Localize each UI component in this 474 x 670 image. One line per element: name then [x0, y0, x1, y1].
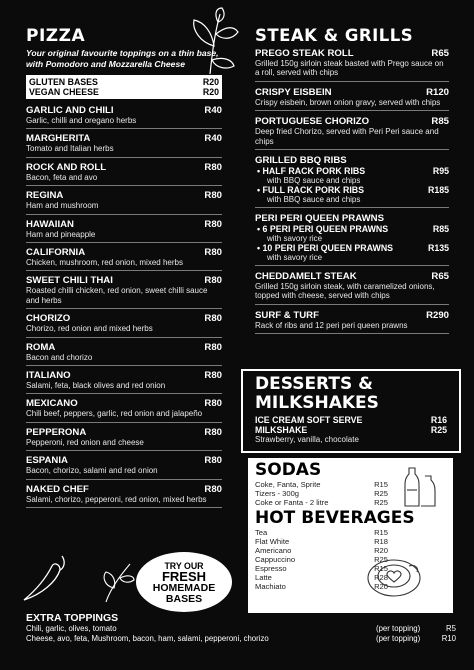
drink-name: Coke or Fanta - 2 litre [255, 498, 329, 507]
item-price: R80 [204, 190, 222, 202]
item-description: Bacon, chorizo, salami and red onion [26, 466, 158, 476]
steak-item [255, 271, 449, 305]
item-name: REGINA [26, 190, 64, 202]
homemade-bases-badge [136, 552, 232, 612]
desserts-title: MILKSHAKES [255, 393, 379, 413]
sub-item-price: R185 [427, 185, 449, 196]
item-description: Tomato and Italian herbs [26, 144, 114, 154]
pizza-title: PIZZA [26, 26, 86, 46]
drink-price: R28 [374, 573, 388, 582]
sub-item-description: with savory rice [267, 253, 323, 263]
item-price: R80 [204, 341, 222, 353]
item-price: R120 [426, 86, 449, 98]
dessert-list [255, 415, 447, 444]
pizza-item [26, 398, 222, 422]
sub-item-description: with savory rice [267, 234, 323, 244]
group-name: GRILLED BBQ RIBS [255, 155, 347, 167]
item-divider [255, 149, 449, 150]
item-name: MILKSHAKE [255, 425, 308, 435]
drink-name: Machiato [255, 582, 286, 591]
pizza-item [26, 275, 222, 309]
item-header [26, 162, 222, 173]
item-name: SWEET CHILI THAI [26, 275, 113, 287]
item-description: Rack of ribs and 12 peri peri queen prawns [255, 320, 408, 330]
extra-topping-row [26, 624, 456, 634]
drink-price: R20 [374, 582, 388, 591]
item-price: R16 [430, 415, 447, 425]
drink-row [255, 528, 446, 537]
pizza-intro: Your original favourite toppings on a thin base, with Pomodoro and Mozzarella Cheese [26, 48, 219, 69]
item-price: R80 [204, 275, 222, 287]
item-price: R80 [204, 161, 222, 173]
item-name: HAWAIIAN [26, 218, 74, 230]
drink-price: R15 [374, 480, 388, 489]
item-divider [26, 507, 222, 508]
drink-name: Flat White [255, 537, 290, 546]
item-description: Deep fried Chorizo, served with Peri Peri sauce and chips [255, 127, 439, 146]
item-description: Pepperoni, red onion and cheese [26, 437, 144, 447]
item-name: CHEDDAMELT STEAK [255, 271, 357, 283]
extra-list [26, 624, 456, 644]
item-divider [26, 214, 222, 215]
item-divider [255, 110, 449, 111]
item-header [26, 190, 222, 201]
sub-item-header [255, 185, 449, 195]
item-header [255, 87, 449, 98]
base-row [29, 77, 219, 87]
drink-price: R18 [374, 537, 388, 546]
item-name: PREGO STEAK ROLL [255, 48, 354, 59]
item-divider [255, 333, 449, 334]
item-description: Roasted chilli chicken, red onion, sweet chilli sauce and herbs [26, 286, 208, 305]
pizza-item [26, 313, 222, 337]
steak-title: STEAK & GRILLS [255, 26, 414, 45]
sodas-title: SODAS [255, 460, 322, 480]
pizza-section [26, 26, 222, 508]
item-name: PORTUGUESE CHORIZO [255, 116, 370, 128]
per-topping-label: (per topping) [376, 634, 421, 643]
steak-item [255, 116, 449, 150]
per-topping-label: (per topping) [376, 624, 421, 633]
item-description: Grilled 150g sirloin steak, with caramelized onions, topped with cheese, served with chips [255, 282, 435, 301]
drink-price: R15 [374, 528, 388, 537]
item-divider [255, 81, 449, 82]
item-name: PEPPERONA [26, 426, 87, 438]
topping-price: R10 [441, 634, 456, 643]
pizza-list [26, 105, 222, 508]
extra-topping-row [26, 634, 456, 644]
dessert-item [255, 415, 447, 425]
item-description: Grilled 150g sirloin steak basted with Prego sauce on a roll, served with chips [255, 59, 444, 78]
item-name: CHORIZO [26, 313, 71, 325]
item-description: Chili beef, peppers, garlic, red onion and jalapeño [26, 409, 203, 419]
item-name: MEXICANO [26, 398, 78, 410]
item-name: ROMA [26, 341, 56, 353]
item-header [26, 247, 222, 258]
steak-item [255, 310, 449, 334]
item-price: R80 [204, 313, 222, 325]
item-header [26, 342, 222, 353]
sub-item-price: R85 [432, 224, 449, 235]
item-divider [26, 128, 222, 129]
base-price: R20 [202, 77, 219, 87]
item-header [26, 313, 222, 324]
item-price: R25 [430, 425, 447, 435]
item-price: R80 [204, 426, 222, 438]
item-divider [26, 157, 222, 158]
item-header [26, 398, 222, 409]
desserts-title: DESSERTS & [255, 374, 373, 394]
item-header [26, 133, 222, 144]
item-divider [26, 185, 222, 186]
pizza-item [26, 162, 222, 186]
item-description: Strawberry, vanilla, chocolate [255, 435, 359, 444]
desserts-box [241, 369, 461, 453]
item-header [26, 219, 222, 230]
drink-price: R25 [374, 555, 388, 564]
drink-price: R20 [374, 546, 388, 555]
item-price: R290 [426, 309, 449, 321]
extra-toppings-title: EXTRA TOPPINGS [26, 612, 119, 624]
item-header [255, 310, 449, 321]
item-divider [26, 308, 222, 309]
badge-line: TRY OUR [164, 561, 204, 571]
pizza-item [26, 370, 222, 394]
steak-list [255, 48, 449, 334]
sub-item-name: • FULL RACK PORK RIBS [257, 185, 365, 196]
item-description: Bacon, feta and avo [26, 172, 98, 182]
badge-line: BASES [165, 593, 203, 605]
item-price: R80 [204, 247, 222, 259]
item-header [26, 370, 222, 381]
item-price: R80 [204, 483, 222, 495]
soda-bottle-icon [397, 464, 443, 510]
sub-item-header [255, 166, 449, 176]
dessert-item [255, 425, 447, 435]
item-price: R85 [431, 116, 449, 128]
steak-section [255, 26, 449, 334]
drink-name: Coke, Fanta, Sprite [255, 480, 321, 489]
sub-item-description: with BBQ sauce and chips [267, 195, 361, 205]
coffee-cup-icon [363, 544, 425, 606]
pizza-item [26, 484, 222, 508]
base-name: GLUTEN BASES [29, 77, 98, 87]
item-description: Chorizo, red onion and mixed herbs [26, 324, 153, 334]
pizza-item [26, 133, 222, 157]
sub-item-description: with BBQ sauce and chips [267, 176, 361, 186]
steak-item [255, 48, 449, 82]
pizza-item [26, 247, 222, 271]
pizza-item [26, 427, 222, 451]
item-header [26, 455, 222, 466]
item-price: R80 [204, 455, 222, 467]
item-price: R40 [204, 105, 222, 116]
item-divider [26, 365, 222, 366]
drinks-box [248, 458, 453, 613]
item-description: Bacon and chorizo [26, 352, 93, 362]
item-description: Crispy eisbein, brown onion gravy, served with chips [255, 97, 441, 107]
drink-name: Tea [255, 528, 268, 537]
item-header [255, 271, 449, 282]
sub-item-name: • HALF RACK PORK RIBS [257, 166, 366, 177]
drink-price: R25 [374, 498, 388, 507]
chili-pepper-icon [16, 548, 76, 608]
item-header [255, 116, 449, 127]
steak-item [255, 87, 449, 111]
item-divider [26, 450, 222, 451]
drink-name: Cappuccino [255, 555, 296, 564]
sub-item-name: • 10 PERI PERI QUEEN PRAWNS [257, 243, 394, 254]
item-divider [26, 479, 222, 480]
steak-group [255, 213, 449, 266]
item-price: R40 [204, 133, 222, 145]
base-name: VEGAN CHEESE [29, 87, 99, 97]
item-description: Chicken, mushroom, red onion, mixed herbs [26, 258, 183, 268]
item-divider [26, 242, 222, 243]
item-name: CRISPY EISBEIN [255, 86, 332, 98]
base-price: R20 [202, 87, 219, 97]
item-name: NAKED CHEF [26, 483, 89, 495]
item-divider [255, 265, 449, 266]
base-row [29, 87, 219, 97]
item-name: MARGHERITA [26, 133, 91, 145]
item-name: ESPANIA [26, 455, 68, 467]
item-name: ICE CREAM SOFT SERVE [255, 415, 363, 425]
sub-item-header [255, 243, 449, 253]
hot-beverages-title: HOT BEVERAGES [255, 508, 415, 528]
topping-price: R5 [446, 624, 456, 633]
item-name: ROCK AND ROLL [26, 161, 107, 173]
topping-names: Chili, garlic, olives, tomato [26, 624, 117, 633]
item-description: Ham and mushroom [26, 201, 99, 211]
drink-name: Americano [255, 546, 292, 555]
drink-price: R25 [374, 489, 388, 498]
extra-toppings-section [26, 612, 456, 644]
drink-name: Latte [255, 573, 272, 582]
pizza-item [26, 219, 222, 243]
topping-names: Cheese, avo, feta, Mushroom, bacon, ham, salami, pepperoni, chorizo [26, 634, 269, 643]
item-divider [255, 304, 449, 305]
item-description: Salami, chorizo, pepperoni, red onion, mixed herbs [26, 494, 207, 504]
item-divider [26, 422, 222, 423]
steak-group [255, 155, 449, 208]
item-divider [26, 337, 222, 338]
bases-box [26, 75, 222, 99]
item-description: Garlic, chilli and oregano herbs [26, 116, 137, 125]
item-divider [255, 207, 449, 208]
pizza-item [26, 342, 222, 366]
drink-price: R15 [374, 564, 388, 573]
item-price: R65 [431, 271, 449, 283]
badge-line: FRESH [161, 569, 207, 584]
drink-name: Tizers - 300g [255, 489, 300, 498]
pizza-item [26, 455, 222, 479]
sub-item-header [255, 224, 449, 234]
badge-line: HOMEMADE [152, 582, 216, 594]
item-price: R80 [204, 398, 222, 410]
item-name: CALIFORNIA [26, 247, 86, 259]
item-name: SURF & TURF [255, 309, 319, 321]
item-description: Salami, feta, black olives and red onion [26, 381, 166, 391]
item-header [255, 48, 449, 59]
sub-item-price: R135 [427, 243, 449, 254]
item-price: R80 [204, 218, 222, 230]
item-description: Ham and pineapple [26, 229, 96, 239]
item-header [26, 427, 222, 438]
herb-leaf-icon [100, 560, 136, 604]
sub-item-price: R95 [432, 166, 449, 177]
drink-name: Espresso [255, 564, 287, 573]
item-name: GARLIC AND CHILI [26, 105, 114, 116]
sub-item-name: • 6 PERI PERI QUEEN PRAWNS [257, 224, 389, 235]
item-divider [26, 393, 222, 394]
item-price: R80 [204, 370, 222, 382]
item-divider [26, 270, 222, 271]
pizza-item [26, 105, 222, 129]
item-header [26, 484, 222, 495]
pizza-item [26, 190, 222, 214]
item-price: R65 [431, 48, 449, 59]
group-name: PERI PERI QUEEN PRAWNS [255, 213, 385, 225]
item-header [26, 275, 222, 286]
item-name: ITALIANO [26, 370, 71, 382]
item-header [26, 105, 222, 116]
